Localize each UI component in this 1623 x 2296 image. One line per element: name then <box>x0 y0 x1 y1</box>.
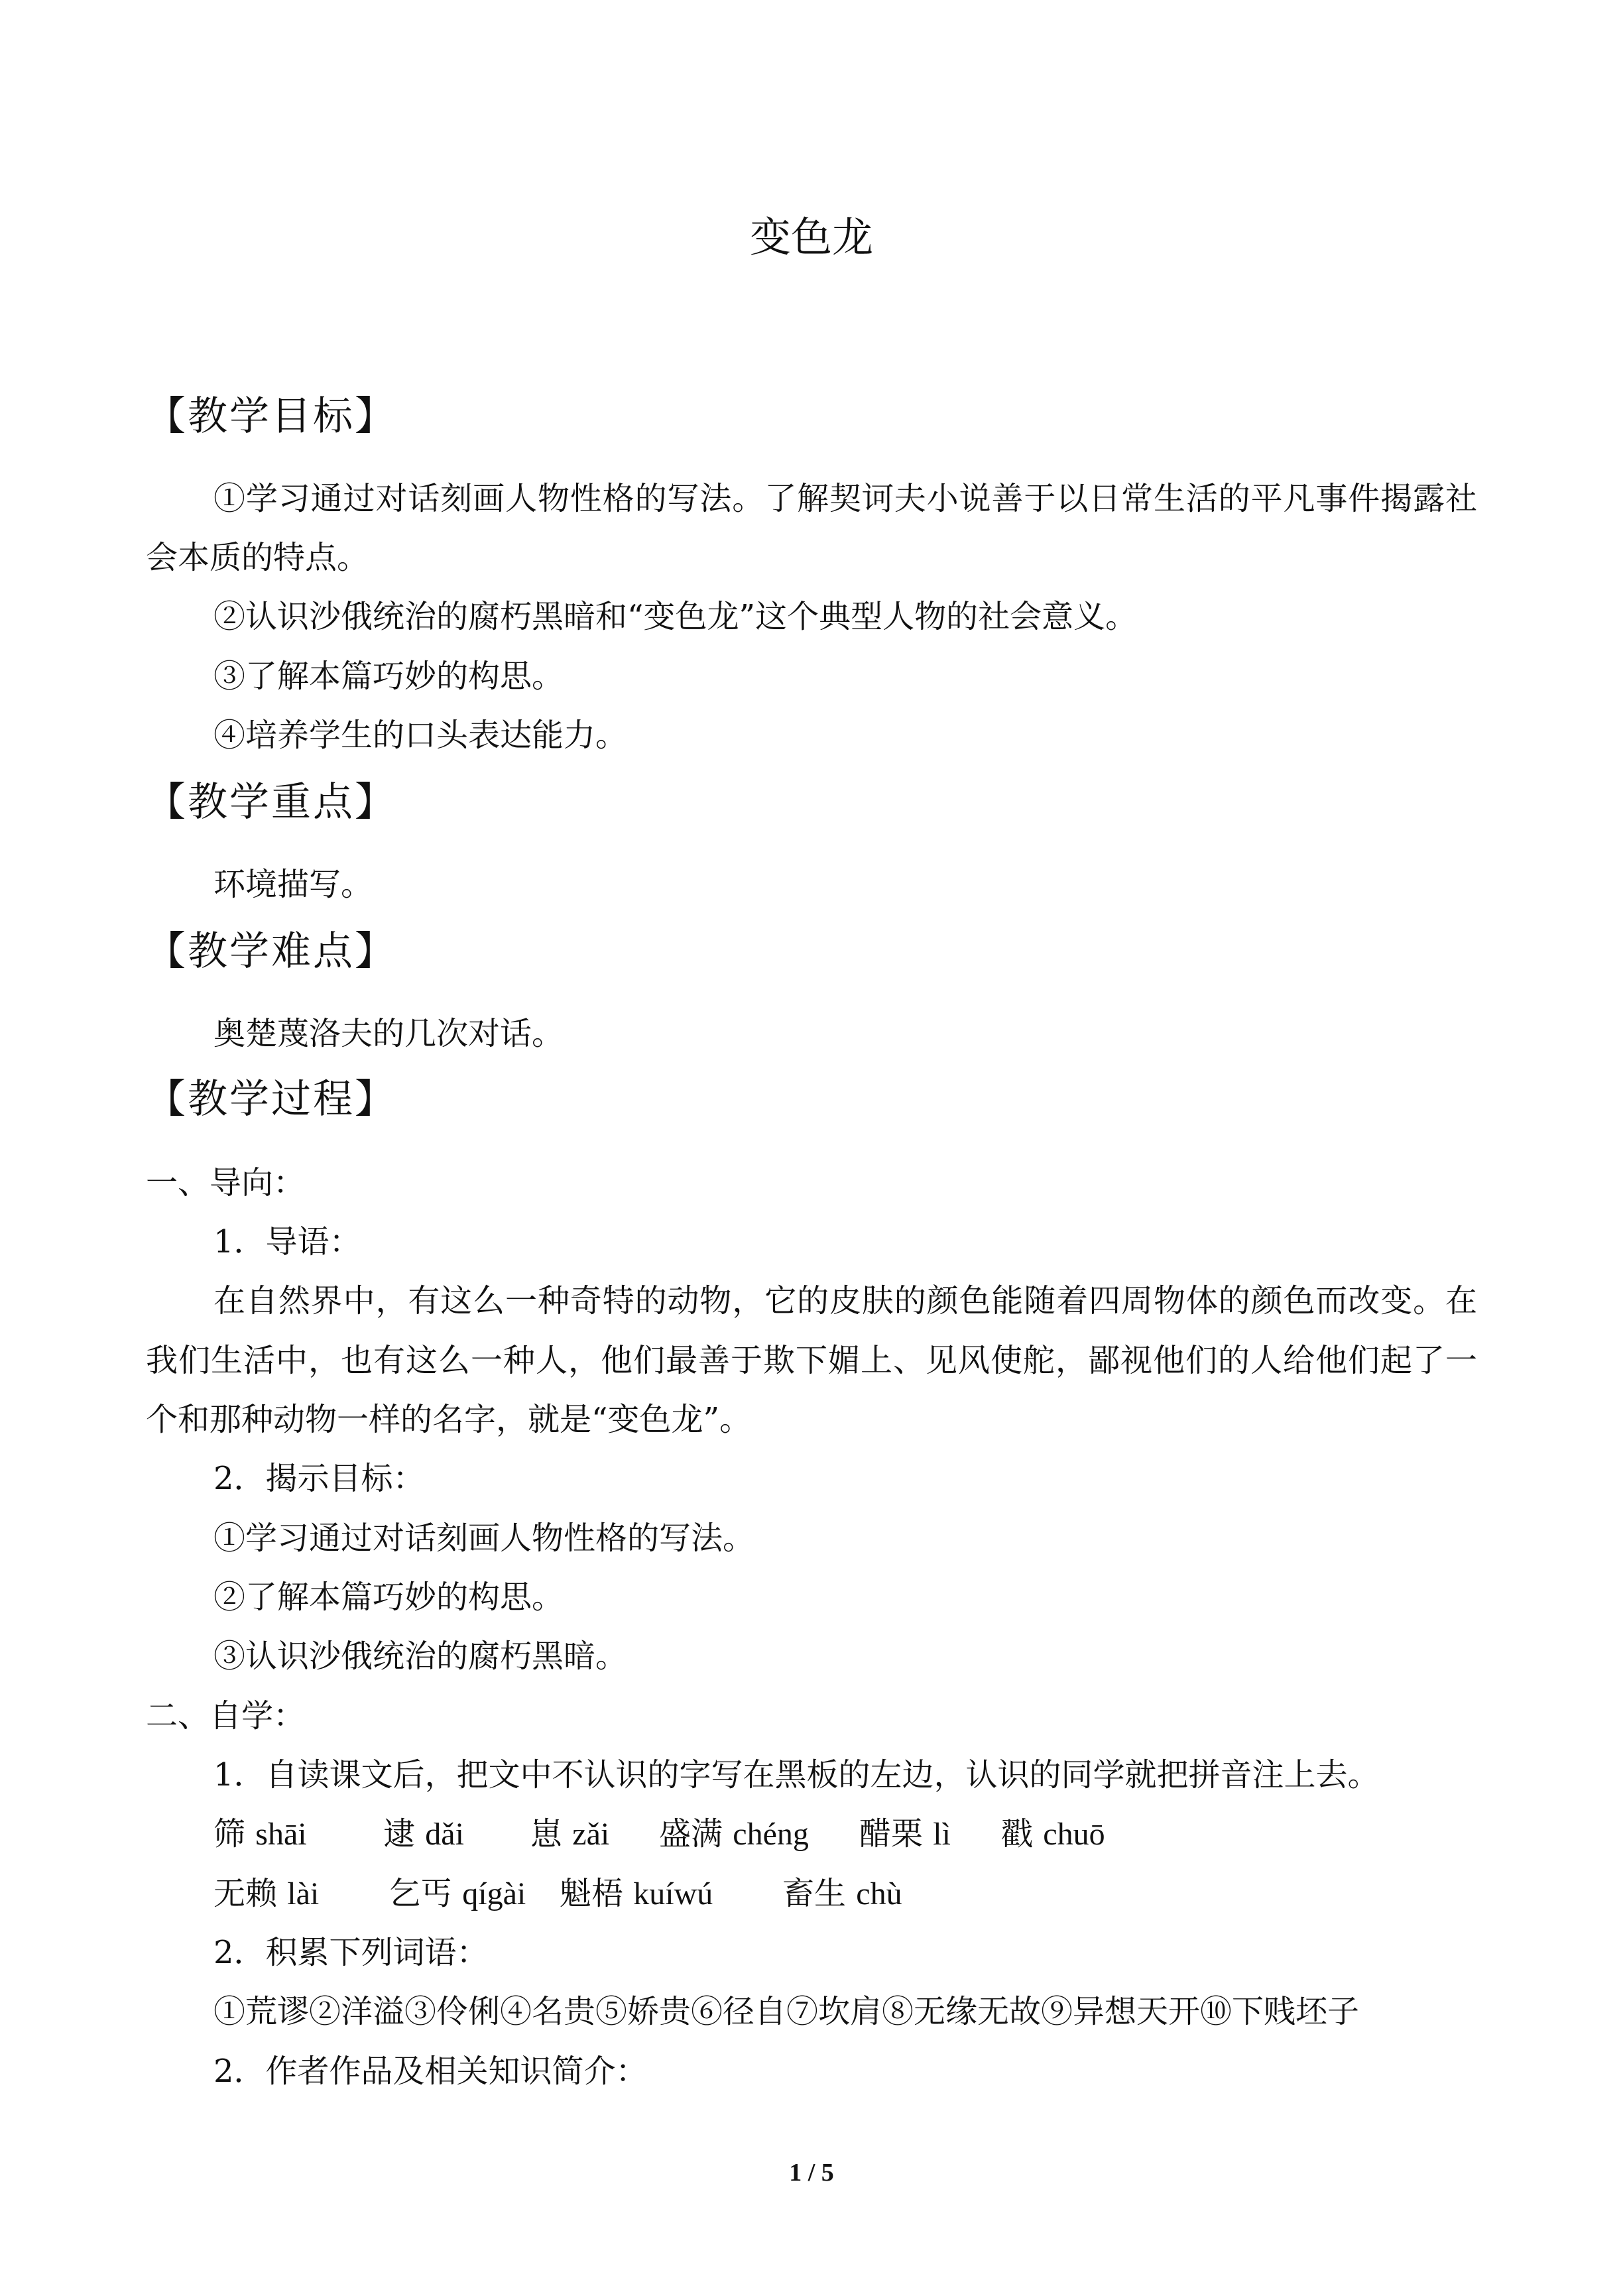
pinyin-entry: 盛满 chéng <box>659 1815 809 1852</box>
pinyin-entry: 无赖 lài <box>213 1875 320 1912</box>
page-title: 变色龙 <box>749 213 873 261</box>
part-2-item-2: 2．积累下列词语： <box>213 1934 489 1971</box>
target-1: ①学习通过对话刻画人物性格的写法。 <box>213 1520 755 1557</box>
page-number: 1 / 5 <box>789 2159 834 2187</box>
intro-line-1: 在自然界中，有这么一种奇特的动物，它的皮肤的颜色能随着四周物体的颜色而改变。在 <box>213 1282 1477 1319</box>
pinyin-entry: 崽 zǎi <box>530 1815 610 1852</box>
goal-2: ②认识沙俄统治的腐朽黑暗和“变色龙”这个典型人物的社会意义。 <box>213 598 1138 635</box>
intro-line-3: 个和那种动物一样的名字，就是“变色龙”。 <box>146 1401 752 1438</box>
part-1-item-2: 2．揭示目标： <box>213 1460 425 1497</box>
goal-4: ④培养学生的口头表达能力。 <box>213 717 628 754</box>
part-2-heading: 二、自学： <box>146 1697 306 1734</box>
difficult-points-text: 奥楚蔑洛夫的几次对话。 <box>213 1015 564 1052</box>
heading-teaching-process: 【教学过程】 <box>146 1076 396 1122</box>
part-2-item-3: 2．作者作品及相关知识简介： <box>213 2053 648 2090</box>
goal-1-line-2: 会本质的特点。 <box>146 539 369 576</box>
target-2: ②了解本篇巧妙的构思。 <box>213 1579 564 1616</box>
target-3: ③认识沙俄统治的腐朽黑暗。 <box>213 1638 628 1675</box>
pinyin-entry: 乞丐 qígài <box>389 1875 526 1912</box>
pinyin-entry: 魁梧 kuíwú <box>560 1875 713 1912</box>
pinyin-entry: 筛 shāi <box>213 1815 307 1852</box>
key-points-text: 环境描写。 <box>213 866 373 903</box>
heading-key-points: 【教学重点】 <box>146 779 396 825</box>
vocabulary-list: ①荒谬②洋溢③伶俐④名贵⑤娇贵⑥径自⑦坎肩⑧无缘无故⑨异想天开⑩下贱坯子 <box>213 1993 1360 2030</box>
pinyin-entry: 畜生 chù <box>782 1875 902 1912</box>
intro-line-2: 我们生活中，也有这么一种人，他们最善于欺下媚上、见风使舵，鄙视他们的人给他们起了一 <box>146 1342 1477 1379</box>
part-2-item-1: 1．自读课文后，把文中不认识的字写在黑板的左边，认识的同学就把拼音注上去。 <box>213 1756 1380 1793</box>
heading-teaching-goals: 【教学目标】 <box>146 393 396 440</box>
part-1-heading: 一、导向： <box>146 1164 306 1201</box>
goal-3: ③了解本篇巧妙的构思。 <box>213 658 564 695</box>
goal-1-line-1: ①学习通过对话刻画人物性格的写法。了解契诃夫小说善于以日常生活的平凡事件揭露社 <box>213 480 1477 517</box>
pinyin-entry: 醋栗 lì <box>859 1815 951 1852</box>
pinyin-entry: 戳 chuō <box>1001 1815 1105 1852</box>
pinyin-entry: 逮 dǎi <box>383 1815 464 1852</box>
part-1-item-1: 1．导语： <box>213 1223 361 1260</box>
heading-difficult-points: 【教学难点】 <box>146 928 396 975</box>
